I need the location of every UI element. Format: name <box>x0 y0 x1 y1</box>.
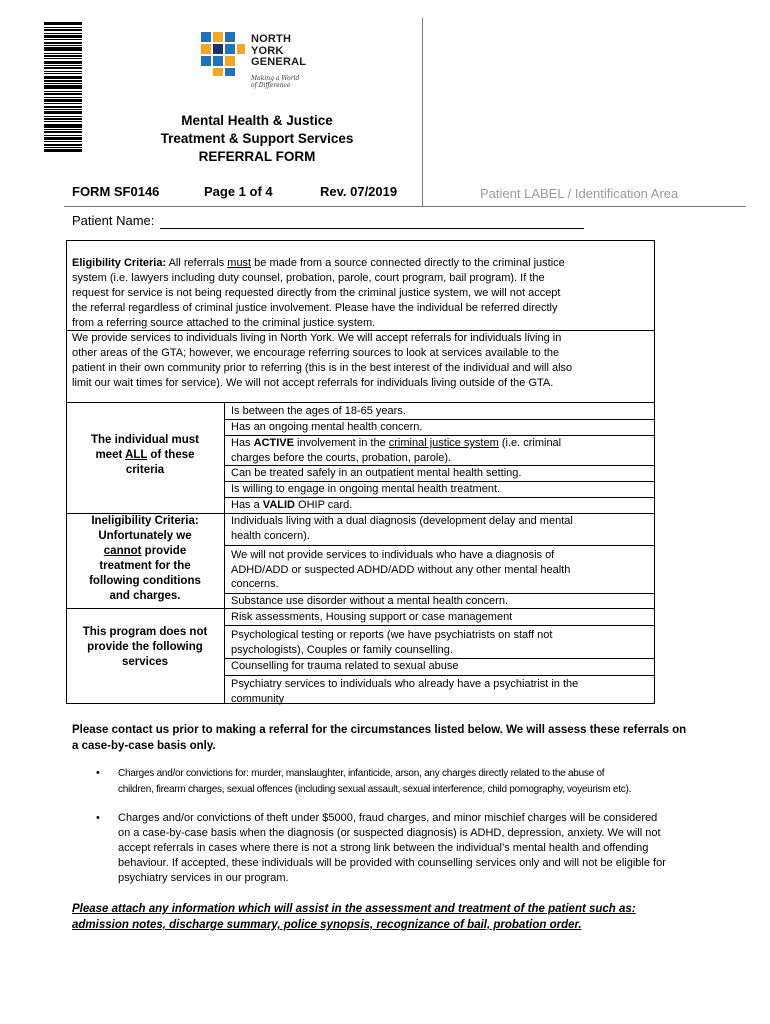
header-divider <box>422 18 423 206</box>
excluded-services-heading: This program does not provide the following services <box>82 626 208 668</box>
service-area-text: We provide services to individuals living in North York. We will accept referrals for individuals living in other areas of the GTA; however, we encourage referring sources to look at services available to the patient in their own community prior to referring (this is in the best interest of the individual and will also limit our wait times for service). We will not accept referrals for individuals living outside of the GTA. <box>72 332 573 389</box>
ineligible-substance-use: Substance use disorder without a mental health concern. <box>231 595 508 607</box>
criterion-mental-health: Has an ongoing mental health concern. <box>231 421 423 433</box>
excluded-risk-assessments: Risk assessments, Housing support or case management <box>231 611 513 623</box>
criterion-justice-involvement: Has ACTIVE involvement in the criminal justice system (i.e. criminal charges before the courts, probation, parole). <box>231 437 562 464</box>
patient-label-area: Patient LABEL / Identification Area <box>480 186 679 201</box>
excluded-psychological-testing: Psychological testing or reports (we have psychiatrists on staff not psychologists), Couples or family counselling. <box>231 629 553 656</box>
hospital-logo <box>201 32 311 94</box>
patient-name-label: Patient Name: <box>72 213 155 228</box>
bullet-serious-charges: Charges and/or convictions for: murder, manslaughter, infanticide, arson, any charges directly related to the abuse of children, firearm charges, sexual offences (including sexual assault, sexual interference, child pornography, voyeurism etc). <box>118 768 632 795</box>
criterion-ohip: Has a VALID OHIP card. <box>231 499 353 511</box>
patient-name-field[interactable] <box>160 228 584 229</box>
ineligible-adhd: We will not provide services to individuals who have a diagnosis of ADHD/ADD or suspected ADHD/ADD without any other mental health concerns. <box>231 549 571 590</box>
barcode <box>44 22 82 180</box>
criterion-age: Is between the ages of 18-65 years. <box>231 405 406 417</box>
excluded-trauma-counselling: Counselling for trauma related to sexual abuse <box>231 660 459 672</box>
criterion-outpatient: Can be treated safely in an outpatient mental health setting. <box>231 467 522 479</box>
logo-wordmark: NORTH YORK GENERAL <box>251 33 307 68</box>
inclusion-criteria-heading: The individual must meet ALL of these criteria <box>91 434 199 476</box>
criterion-willing: Is willing to engage in ongoing mental health treatment. <box>231 483 501 495</box>
bullet-icon: • <box>96 812 100 824</box>
eligibility-text: Eligibility Criteria: All referrals must be made from a source connected directly to the criminal justice system (i.e. lawyers including duty counsel, probation, parole, court program, bail program). If the request for service is not being requested directly from the criminal justice system, we will not accept the referral regardless of criminal justice involvement. Please have the individual be referred directly from a referring source attached to the criminal justice system. <box>72 257 565 329</box>
logo-tagline: Making a World of Difference <box>251 75 300 89</box>
bullet-icon: • <box>96 767 100 779</box>
ineligible-dual-diagnosis: Individuals living with a dual diagnosis (development delay and mental health concern). <box>231 515 573 542</box>
header-bottom-rule <box>64 206 746 207</box>
attachment-instructions: Please attach any information which will assist in the assessment and treatment of the patient such as: admission notes, discharge summary, police synopsis, recognizance of bail, probation order. <box>72 903 636 931</box>
excluded-psychiatry-services: Psychiatry services to individuals who already have a psychiatrist in the community <box>231 678 579 705</box>
ineligibility-criteria-heading: Ineligibility Criteria: Unfortunately we cannot provide treatment for the following conditions and charges. <box>89 515 201 602</box>
contact-notice: Please contact us prior to making a referral for the circumstances listed below. We will assess these referrals on a case-by-case basis only. <box>72 724 687 752</box>
form-number: FORM SF0146 <box>72 184 160 199</box>
form-title: Mental Health & Justice Treatment & Support Services REFERRAL FORM <box>160 113 354 164</box>
logo-mark-icon <box>201 32 245 76</box>
revision-date: Rev. 07/2019 <box>320 184 398 199</box>
bullet-minor-charges: Charges and/or convictions of theft under $5000, fraud charges, and minor mischief charges will be considered on a case-by-case basis when the diagnosis (or suspected diagnosis) is ADHD, depression, anxiety. We will not accept referrals in cases where there is not a strong link between the individual’s mental health and offending behaviour. If accepted, these individuals will be provided with counselling services only and will not be eligible for psychiatry services in our program. <box>118 812 666 884</box>
page-number: Page 1 of 4 <box>204 184 273 199</box>
